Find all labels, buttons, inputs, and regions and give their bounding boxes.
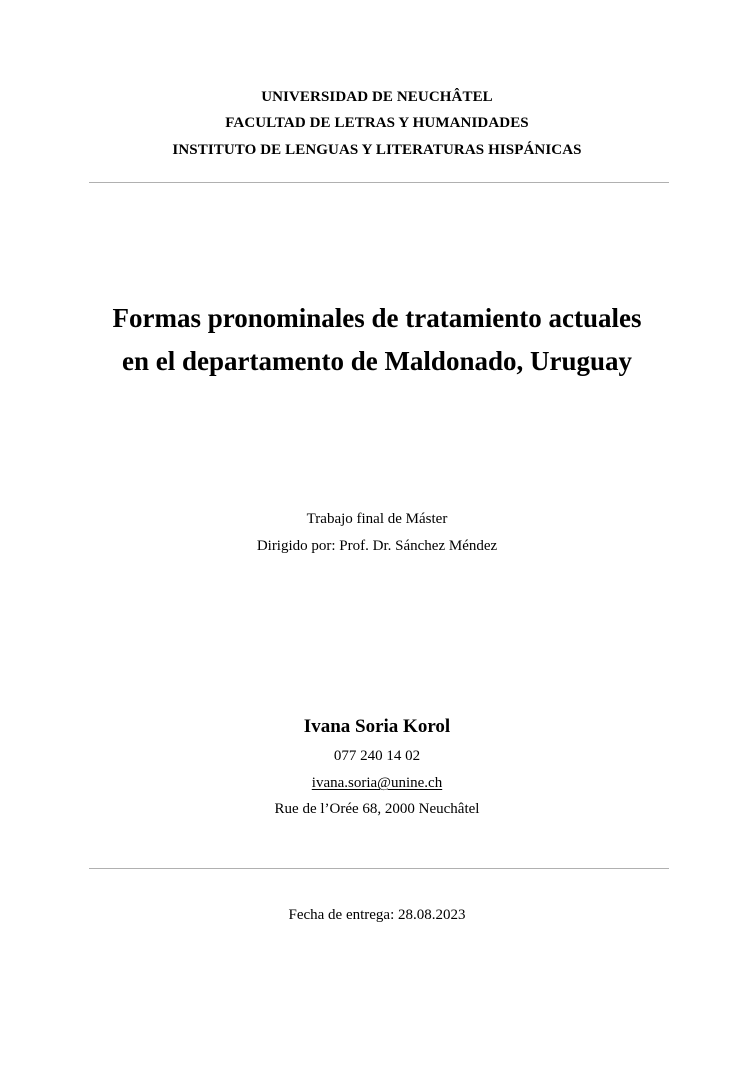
- university-name: UNIVERSIDAD DE NEUCHÂTEL: [261, 89, 493, 105]
- author-address: Rue de l’Orée 68, 2000 Neuchâtel: [274, 801, 480, 817]
- footer-divider: [89, 868, 669, 869]
- thesis-type: Trabajo final de Máster: [306, 511, 448, 527]
- author-phone: 077 240 14 02: [333, 748, 421, 764]
- title-line-1: Formas pronominales de tratamiento actuales: [112, 303, 642, 333]
- thesis-supervisor: Dirigido por: Prof. Dr. Sánchez Méndez: [256, 538, 498, 554]
- author-email-row: [0, 775, 754, 792]
- author-name: Ivana Soria Korol: [303, 716, 451, 737]
- faculty-name: FACULTAD DE LETRAS Y HUMANIDADES: [225, 115, 529, 131]
- header-divider: [89, 182, 669, 183]
- submission-date: Fecha de entrega: 28.08.2023: [288, 907, 466, 923]
- author-email-link[interactable]: ivana.soria@unine.ch: [311, 775, 443, 791]
- institute-name: INSTITUTO DE LENGUAS Y LITERATURAS HISPÁNICAS: [172, 142, 582, 158]
- title-line-2: en el departamento de Maldonado, Uruguay: [121, 346, 632, 376]
